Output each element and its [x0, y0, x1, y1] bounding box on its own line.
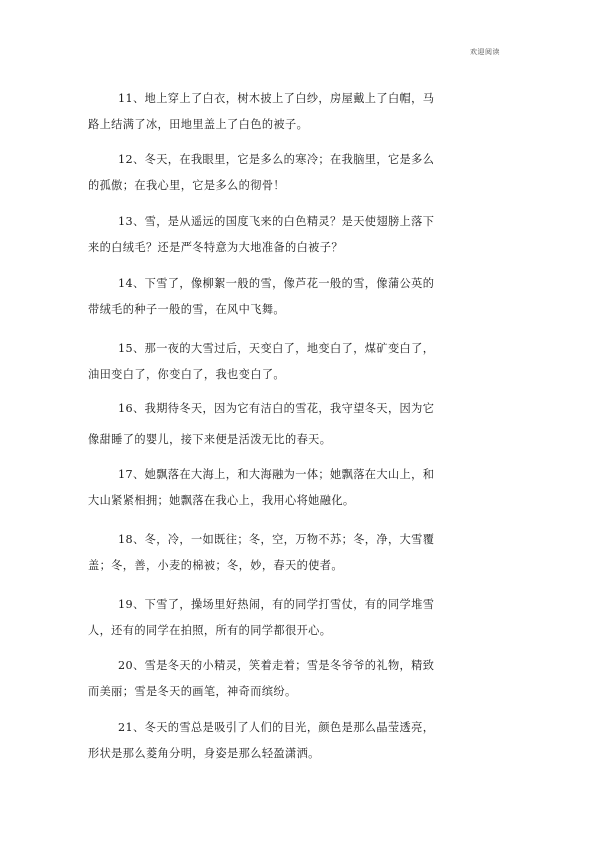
paragraph-12 [88, 147, 490, 199]
paragraph-14 [88, 271, 490, 323]
paragraph-21 [88, 715, 490, 767]
paragraph-11 [88, 86, 490, 138]
paragraph-line: 像甜睡了的婴儿，接下来便是活泼无比的春天。 [88, 433, 332, 446]
paragraph-17 [88, 462, 490, 514]
paragraph-line: 路上结满了冰，田地里盖上了白色的被子。 [88, 118, 309, 131]
paragraph-line: 21、冬天的雪总是吸引了人们的目光，颜色是那么晶莹透亮， [118, 721, 435, 734]
paragraph-line: 盖；冬，善，小麦的棉被；冬，妙，春天的使者。 [88, 559, 343, 572]
paragraph-line: 11、地上穿上了白衣，树木披上了白纱，房屋戴上了白帽，马 [118, 92, 435, 105]
paragraph-16 [88, 396, 490, 453]
paragraph-line: 19、下雪了，操场里好热闹，有的同学打雪仗，有的同学堆雪 [118, 598, 435, 611]
paragraph-line: 18、冬，冷，一如既往；冬，空，万物不苏；冬，净，大雪覆 [118, 533, 435, 546]
paragraph-20 [88, 653, 490, 705]
paragraph-line: 而美丽；雪是冬天的画笔，神奇而缤纷。 [88, 685, 297, 698]
paragraph-line: 12、冬天，在我眼里，它是多么的寒冷；在我脑里，它是多么 [118, 153, 435, 166]
paragraph-line: 17、她飘落在大海上，和大海融为一体；她飘落在大山上，和 [118, 468, 435, 481]
paragraph-line: 人，还有的同学在拍照，所有的同学都很开心。 [88, 624, 332, 637]
paragraph-line: 油田变白了，你变白了，我也变白了。 [88, 368, 285, 381]
header-note: 欢迎阅读 [470, 48, 500, 56]
paragraph-15 [88, 336, 490, 388]
paragraph-19 [88, 592, 490, 644]
paragraph-line: 16、我期待冬天，因为它有洁白的雪花，我守望冬天，因为它 [118, 402, 435, 415]
paragraph-line: 带绒毛的种子一般的雪，在风中飞舞。 [88, 303, 285, 316]
paragraph-line: 来的白绒毛？还是严冬特意为大地准备的白被子？ [88, 241, 343, 254]
paragraph-line: 13、雪，是从遥远的国度飞来的白色精灵？是天使翅膀上落下 [118, 215, 435, 228]
paragraph-line: 大山紧紧相拥；她飘落在我心上，我用心将她融化。 [88, 494, 355, 507]
paragraph-18 [88, 527, 490, 579]
paragraph-13 [88, 209, 490, 261]
paragraph-line: 15、那一夜的大雪过后，天变白了，地变白了，煤矿变白了， [118, 342, 435, 355]
paragraph-line: 14、下雪了，像柳絮一般的雪，像芦花一般的雪，像蒲公英的 [118, 277, 435, 290]
paragraph-line: 的孤傲；在我心里，它是多么的彻骨！ [88, 179, 285, 192]
paragraph-line: 20、雪是冬天的小精灵，笑着走着；雪是冬爷爷的礼物，精致 [118, 659, 435, 672]
paragraph-line: 形状是那么菱角分明，身姿是那么轻盈潇洒。 [88, 747, 320, 760]
